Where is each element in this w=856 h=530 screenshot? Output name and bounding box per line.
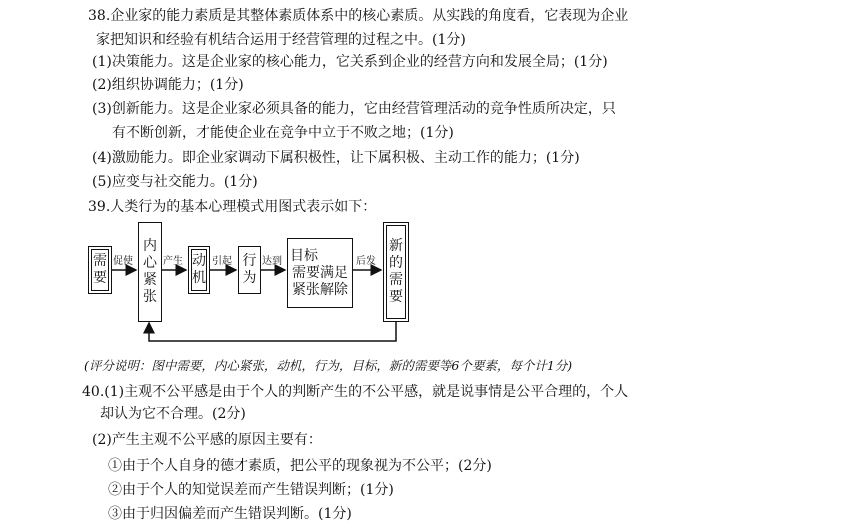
goal-box bbox=[287, 238, 353, 308]
need-label: 需要 bbox=[93, 253, 107, 286]
q38-intro-line-2: 家把知识和经验有机结合运用于经营管理的过程之中。(1分) bbox=[96, 32, 466, 48]
q40-reason-3: ③由于归因偏差而产生错误判断。(1分) bbox=[108, 506, 352, 522]
q40-part-2: (2)产生主观不公平感的原因主要有： bbox=[92, 432, 322, 448]
q38-point-1: (1)决策能力。这是企业家的核心能力，它关系到企业的经营方向和发展全局；(1分) bbox=[92, 54, 608, 70]
inner-tension-box bbox=[138, 222, 162, 322]
inner-tension-label: 内心紧张 bbox=[143, 238, 157, 305]
q38-point-3-line-2: 有不断创新，才能使企业在竞争中立于不败之地；(1分) bbox=[112, 125, 454, 141]
cause-arrow-label: 引起 bbox=[212, 256, 232, 267]
q40-reason-2: ②由于个人的知觉误差而产生错误判断；(1分) bbox=[108, 482, 394, 498]
motive-box bbox=[188, 246, 210, 294]
need-satisfied-label: 需要满足 bbox=[292, 264, 348, 281]
behavior-box bbox=[238, 246, 261, 294]
tension-relieved-label: 紧张解除 bbox=[292, 281, 348, 298]
q40-reason-1: ①由于个人自身的德才素质，把公平的现象视为不公平；(2分) bbox=[108, 458, 492, 474]
reach-arrow-label: 达到 bbox=[262, 256, 282, 267]
new-need-box bbox=[383, 222, 409, 322]
generate-arrow-label: 后发 bbox=[356, 256, 376, 267]
produce-arrow-label: 产生 bbox=[163, 256, 183, 267]
q39-scoring-note: (评分说明：图中需要，内心紧张，动机，行为，目标，新的需要等6个要素，每个计1分) bbox=[84, 358, 573, 373]
goal-label: 目标 bbox=[290, 247, 318, 264]
feedback-loop-arrow bbox=[149, 321, 396, 341]
q38-point-5: (5)应变与社交能力。(1分) bbox=[92, 174, 258, 190]
q39-intro: 39.人类行为的基本心理模式用图式表示如下： bbox=[88, 199, 377, 215]
q38-point-4: (4)激励能力。即企业家调动下属积极性，让下属积极、主动工作的能力；(1分) bbox=[92, 150, 580, 166]
q38-intro-line-1: 38.企业家的能力素质是其整体素质体系中的核心素质。从实践的角度看，它表现为企业 bbox=[88, 8, 629, 24]
need-box bbox=[88, 246, 112, 294]
motive-label: 动机 bbox=[192, 253, 206, 286]
q38-point-2: (2)组织协调能力；(1分) bbox=[92, 77, 244, 93]
new-need-label: 新的需要 bbox=[389, 238, 403, 305]
q40-part-1-line-2: 却认为它不合理。(2分) bbox=[100, 406, 246, 422]
q40-part-1-line-1: 40.(1)主观不公平感是由于个人的判断产生的不公平感，就是说事情是公平合理的，个人 bbox=[82, 384, 629, 400]
behavior-label: 行为 bbox=[242, 253, 257, 286]
q38-point-3-line-1: (3)创新能力。这是企业家必须具备的能力，它由经营管理活动的竞争性质所决定，只 bbox=[92, 101, 616, 117]
promote-arrow-label: 促使 bbox=[113, 256, 133, 267]
